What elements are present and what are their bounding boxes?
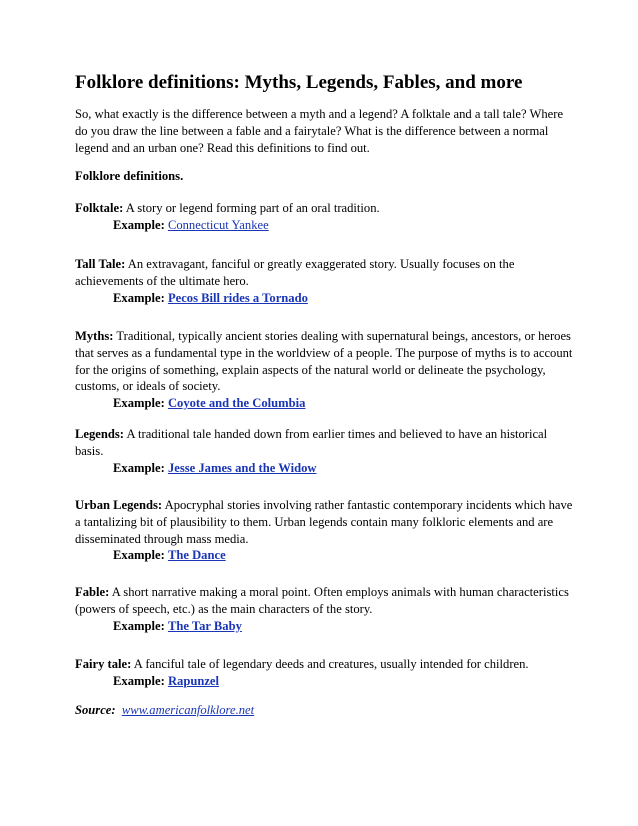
term-label: Folktale: bbox=[75, 201, 124, 215]
intro-paragraph: So, what exactly is the difference between a myth and a legend? A folktale and a tall tale? Where do you draw the line between a fable and a fairytale? What is the difference between a normal legend and an urban one? Read this definitions to find out. bbox=[75, 107, 564, 155]
example-link-pecos-bill[interactable]: Pecos Bill rides a Tornado bbox=[167, 290, 308, 305]
example-label: Example: bbox=[113, 460, 165, 475]
example-line bbox=[75, 217, 575, 234]
example-line bbox=[75, 395, 575, 412]
definition-legends bbox=[75, 426, 575, 476]
example-line bbox=[75, 673, 575, 690]
example-label: Example: bbox=[113, 290, 165, 305]
definition-text bbox=[75, 584, 575, 618]
term-label: Legends: bbox=[75, 427, 124, 441]
term-label: Urban Legends: bbox=[75, 498, 163, 512]
term-label: Myths: bbox=[75, 329, 114, 343]
example-line bbox=[75, 618, 575, 635]
definition-body: A short narrative making a moral point. Often employs animals with human characteristics (powers of speech, etc.) as the main characters of the story. bbox=[75, 585, 569, 616]
definition-text bbox=[75, 426, 575, 460]
definition-text bbox=[75, 497, 575, 547]
example-link-tar-baby[interactable]: The Tar Baby bbox=[167, 618, 242, 633]
example-label: Example: bbox=[113, 673, 165, 688]
definition-body: Apocryphal stories involving rather fantastic contemporary incidents which have a tantalizing bit of plausibility to them. Urban legends contain many folkloric elements and are disseminated through mass media. bbox=[75, 498, 573, 546]
source-label: Source: bbox=[75, 703, 116, 717]
definition-tall-tale bbox=[75, 256, 575, 306]
definition-fable bbox=[75, 584, 575, 634]
definition-text bbox=[75, 200, 575, 217]
section-heading: Folklore definitions. bbox=[75, 169, 184, 183]
page-title: Folklore definitions: Myths, Legends, Fables, and more bbox=[75, 72, 523, 93]
definition-myths bbox=[75, 328, 575, 412]
definition-folktale bbox=[75, 200, 575, 234]
source-line bbox=[75, 702, 254, 719]
definition-urban-legends bbox=[75, 497, 575, 564]
example-link-connecticut-yankee[interactable]: Connecticut Yankee bbox=[167, 217, 269, 232]
term-label: Fable: bbox=[75, 585, 110, 599]
definition-fairy-tale bbox=[75, 656, 575, 690]
definition-text bbox=[75, 328, 575, 395]
term-label: Tall Tale: bbox=[75, 257, 126, 271]
term-label: Fairy tale: bbox=[75, 657, 132, 671]
example-line bbox=[75, 547, 575, 564]
example-label: Example: bbox=[113, 548, 165, 563]
definition-body: A story or legend forming part of an oral tradition. bbox=[125, 201, 380, 215]
example-link-jesse-james[interactable]: Jesse James and the Widow bbox=[167, 460, 317, 475]
definition-body: Traditional, typically ancient stories dealing with supernatural beings, ancestors, or heroes that serves as a fundamental type in the worldview of a people. The purpose of myths is to account for the origins of something, explain aspects of the natural world or delineate the psychology, customs, or ideals of society. bbox=[75, 329, 573, 394]
definition-body: A traditional tale handed down from earlier times and believed to have an historical basis. bbox=[75, 427, 548, 458]
example-label: Example: bbox=[113, 618, 165, 633]
example-label: Example: bbox=[113, 217, 165, 232]
example-line bbox=[75, 290, 575, 307]
example-link-coyote-columbia[interactable]: Coyote and the Columbia bbox=[167, 396, 306, 411]
definition-body: An extravagant, fanciful or greatly exaggerated story. Usually focuses on the achievements of the ultimate hero. bbox=[75, 257, 515, 288]
example-link-the-dance[interactable]: The Dance bbox=[167, 548, 226, 563]
example-line bbox=[75, 460, 575, 477]
source-link[interactable]: www.americanfolklore.net bbox=[121, 703, 255, 717]
definition-text bbox=[75, 656, 575, 673]
example-link-rapunzel[interactable]: Rapunzel bbox=[167, 673, 220, 688]
definition-body: A fanciful tale of legendary deeds and creatures, usually intended for children. bbox=[133, 657, 529, 671]
definition-text bbox=[75, 256, 575, 290]
example-label: Example: bbox=[113, 396, 165, 411]
